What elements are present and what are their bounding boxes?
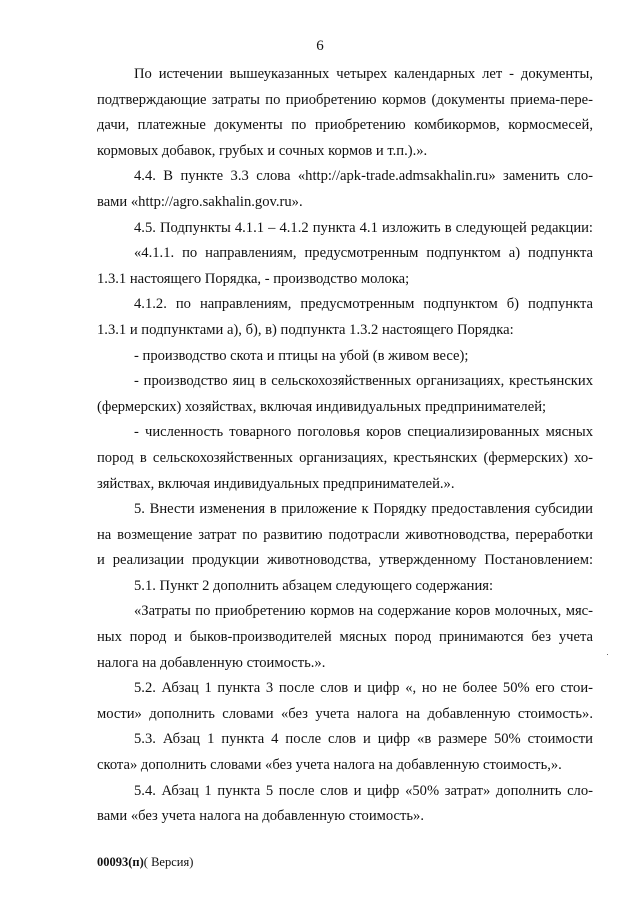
text-line: кормовых добавок, грубых и сочных кормов и т.п.).». — [97, 142, 428, 159]
text-line: 1.3.1 и подпунктами а), б), в) подпункта 1.3.2 настоящего Порядка: — [97, 321, 514, 338]
text-line: на возмещение затрат по развитию подотрасли животноводства, переработки — [97, 526, 593, 543]
text-line: 4.4. В пункте 3.3 слова «http://apk-trade.admsakhalin.ru» заменить сло- — [134, 168, 593, 185]
text-line: По истечении вышеуказанных четырех календарных лет - документы, — [134, 66, 593, 82]
text-line: 4.5. Подпункты 4.1.1 – 4.1.2 пункта 4.1 изложить в следующей редакции: — [134, 219, 593, 236]
text-line: дачи, платежные документы по приобретению комбикормов, кормосмесей, — [97, 117, 593, 134]
text-line: мости» дополнить словами «без учета налога на добавленную стоимость». — [97, 705, 593, 722]
text-line: 4.1.2. по направлениям, предусмотренным подпунктом б) подпункта — [134, 296, 593, 313]
text-line: 5. Внести изменения в приложение к Порядку предоставления субсидии — [134, 501, 593, 518]
text-line: зяйствах, включая индивидуальных предпринимателей.». — [97, 475, 455, 492]
page-number: 6 — [316, 38, 324, 54]
text-line: - численность товарного поголовья коров специализированных мясных — [134, 424, 593, 441]
text-line: подтверждающие затраты по приобретению кормов (документы приема-пере- — [97, 91, 593, 108]
text-line: 5.3. Абзац 1 пункта 4 после слов и цифр «в размере 50% стоимости — [134, 731, 593, 748]
text-line: «4.1.1. по направлениям, предусмотренным подпунктом а) подпункта — [134, 245, 593, 262]
text-line: вами «без учета налога на добавленную стоимость». — [97, 808, 424, 825]
document-code: 00093(п) — [97, 855, 144, 869]
document-footer — [97, 855, 193, 870]
text-line: 5.1. Пункт 2 дополнить абзацем следующего содержания: — [134, 577, 494, 594]
text-line: пород в сельскохозяйственных организациях, крестьянских (фермерских) хо- — [97, 449, 593, 466]
text-line: (фермерских) хозяйствах, включая индивидуальных предпринимателей; — [97, 398, 547, 415]
text-line: 5.2. Абзац 1 пункта 3 после слов и цифр «, но не более 50% его стои- — [134, 680, 593, 697]
text-line: налога на добавленную стоимость.». — [97, 654, 326, 671]
text-line: и реализации продукции животноводства, утвержденному Постановлением: — [97, 552, 593, 569]
document-version: ( Версия) — [143, 855, 194, 869]
margin-mark — [607, 654, 608, 655]
text-line: 5.4. Абзац 1 пункта 5 после слов и цифр «50% затрат» дополнить сло- — [134, 782, 593, 799]
text-line: вами «http://agro.sakhalin.gov.ru». — [97, 193, 303, 210]
text-line: ных пород и быков-производителей мясных пород принимаются без учета — [97, 629, 593, 646]
text-line: - производство скота и птицы на убой (в живом весе); — [134, 347, 469, 364]
text-line: «Затраты по приобретению кормов на содержание коров молочных, мяс- — [134, 603, 593, 620]
text-line: - производство яиц в сельскохозяйственных организациях, крестьянских — [134, 373, 593, 390]
document-body — [97, 62, 593, 830]
text-line: 1.3.1 настоящего Порядка, - производство молока; — [97, 270, 410, 287]
text-line: скота» дополнить словами «без учета налога на добавленную стоимость,». — [97, 757, 562, 774]
